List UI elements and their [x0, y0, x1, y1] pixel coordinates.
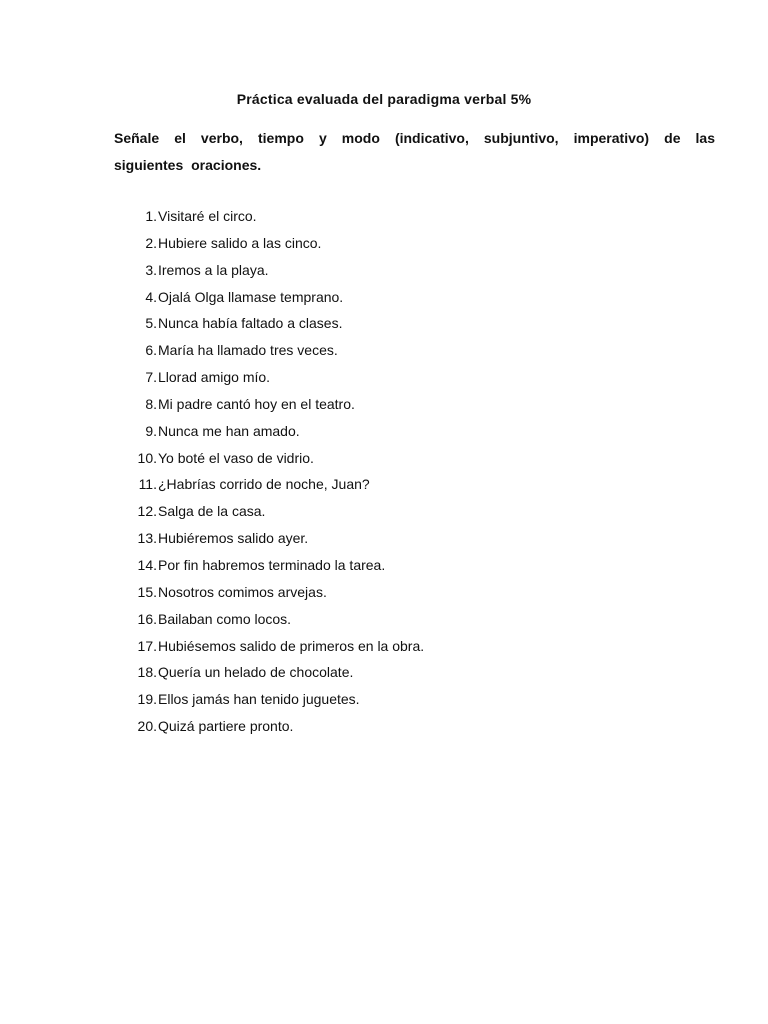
item-number: 10. — [137, 449, 157, 466]
item-number: 11. — [138, 476, 157, 493]
list-item — [114, 715, 424, 742]
item-sentence: Bailaban como locos. — [158, 610, 292, 627]
item-sentence: Quería un helado de chocolate. — [158, 664, 354, 681]
item-sentence: Visitaré el circo. — [158, 208, 257, 224]
item-number: 5. — [145, 315, 157, 332]
item-sentence: Nosotros comimos arvejas. — [158, 583, 327, 600]
item-sentence: Hubiéremos salido ayer. — [158, 530, 309, 547]
list-item — [114, 286, 424, 313]
item-sentence: Hubiere salido a las cinco. — [158, 234, 322, 251]
list-item — [114, 366, 424, 393]
list-item — [114, 393, 424, 420]
list-item — [114, 635, 424, 662]
item-number: 2. — [145, 234, 157, 251]
list-item — [114, 554, 424, 581]
list-item — [114, 312, 424, 339]
item-number: 12. — [137, 503, 157, 520]
instructions-text: Señale el verbo, tiempo y modo (indicativo, subjuntivo, imperativo) de las siguientes oraciones. — [114, 130, 715, 173]
list-item — [114, 608, 424, 635]
item-number: 13. — [137, 530, 157, 547]
item-number: 3. — [145, 261, 157, 278]
item-number: 18. — [137, 664, 157, 681]
item-number: 6. — [145, 342, 157, 359]
item-number: 15. — [137, 583, 157, 600]
item-sentence: Llorad amigo mío. — [158, 369, 271, 386]
list-item — [114, 661, 424, 688]
list-item — [114, 688, 424, 715]
list-item — [114, 500, 424, 527]
item-sentence: Ellos jamás han tenido juguetes. — [158, 691, 360, 708]
item-sentence: Mi padre cantó hoy en el teatro. — [158, 395, 355, 412]
item-sentence: Salga de la casa. — [158, 503, 266, 520]
item-sentence: María ha llamado tres veces. — [158, 342, 338, 359]
item-sentence: ¿Habrías corrido de noche, Juan? — [158, 476, 370, 493]
item-sentence: Yo boté el vaso de vidrio. — [158, 449, 314, 466]
list-item — [114, 232, 424, 259]
exercise-list — [114, 205, 424, 742]
document-title: Práctica evaluada del paradigma verbal 5% — [236, 91, 532, 107]
list-item — [114, 581, 424, 608]
list-item — [114, 205, 424, 232]
list-item — [114, 447, 424, 474]
item-number: 16. — [137, 610, 157, 627]
item-number: 8. — [145, 395, 157, 412]
item-sentence: Nunca me han amado. — [158, 422, 300, 439]
item-number: 20. — [137, 718, 157, 735]
item-number: 1. — [145, 208, 157, 224]
list-item — [114, 420, 424, 447]
item-sentence: Por fin habremos terminado la tarea. — [158, 556, 386, 573]
item-sentence: Nunca había faltado a clases. — [158, 315, 343, 332]
item-sentence: Ojalá Olga llamase temprano. — [158, 288, 344, 305]
list-item — [114, 527, 424, 554]
item-sentence: Iremos a la playa. — [158, 261, 269, 278]
list-item — [114, 339, 424, 366]
item-number: 7. — [145, 369, 157, 386]
item-number: 17. — [137, 637, 157, 654]
item-number: 19. — [137, 691, 157, 708]
item-number: 4. — [145, 288, 157, 305]
item-sentence: Hubiésemos salido de primeros en la obra. — [158, 637, 425, 654]
item-number: 9. — [145, 422, 157, 439]
list-item — [114, 259, 424, 286]
item-number: 14. — [137, 556, 157, 573]
item-sentence: Quizá partiere pronto. — [158, 718, 294, 735]
list-item — [114, 473, 424, 500]
